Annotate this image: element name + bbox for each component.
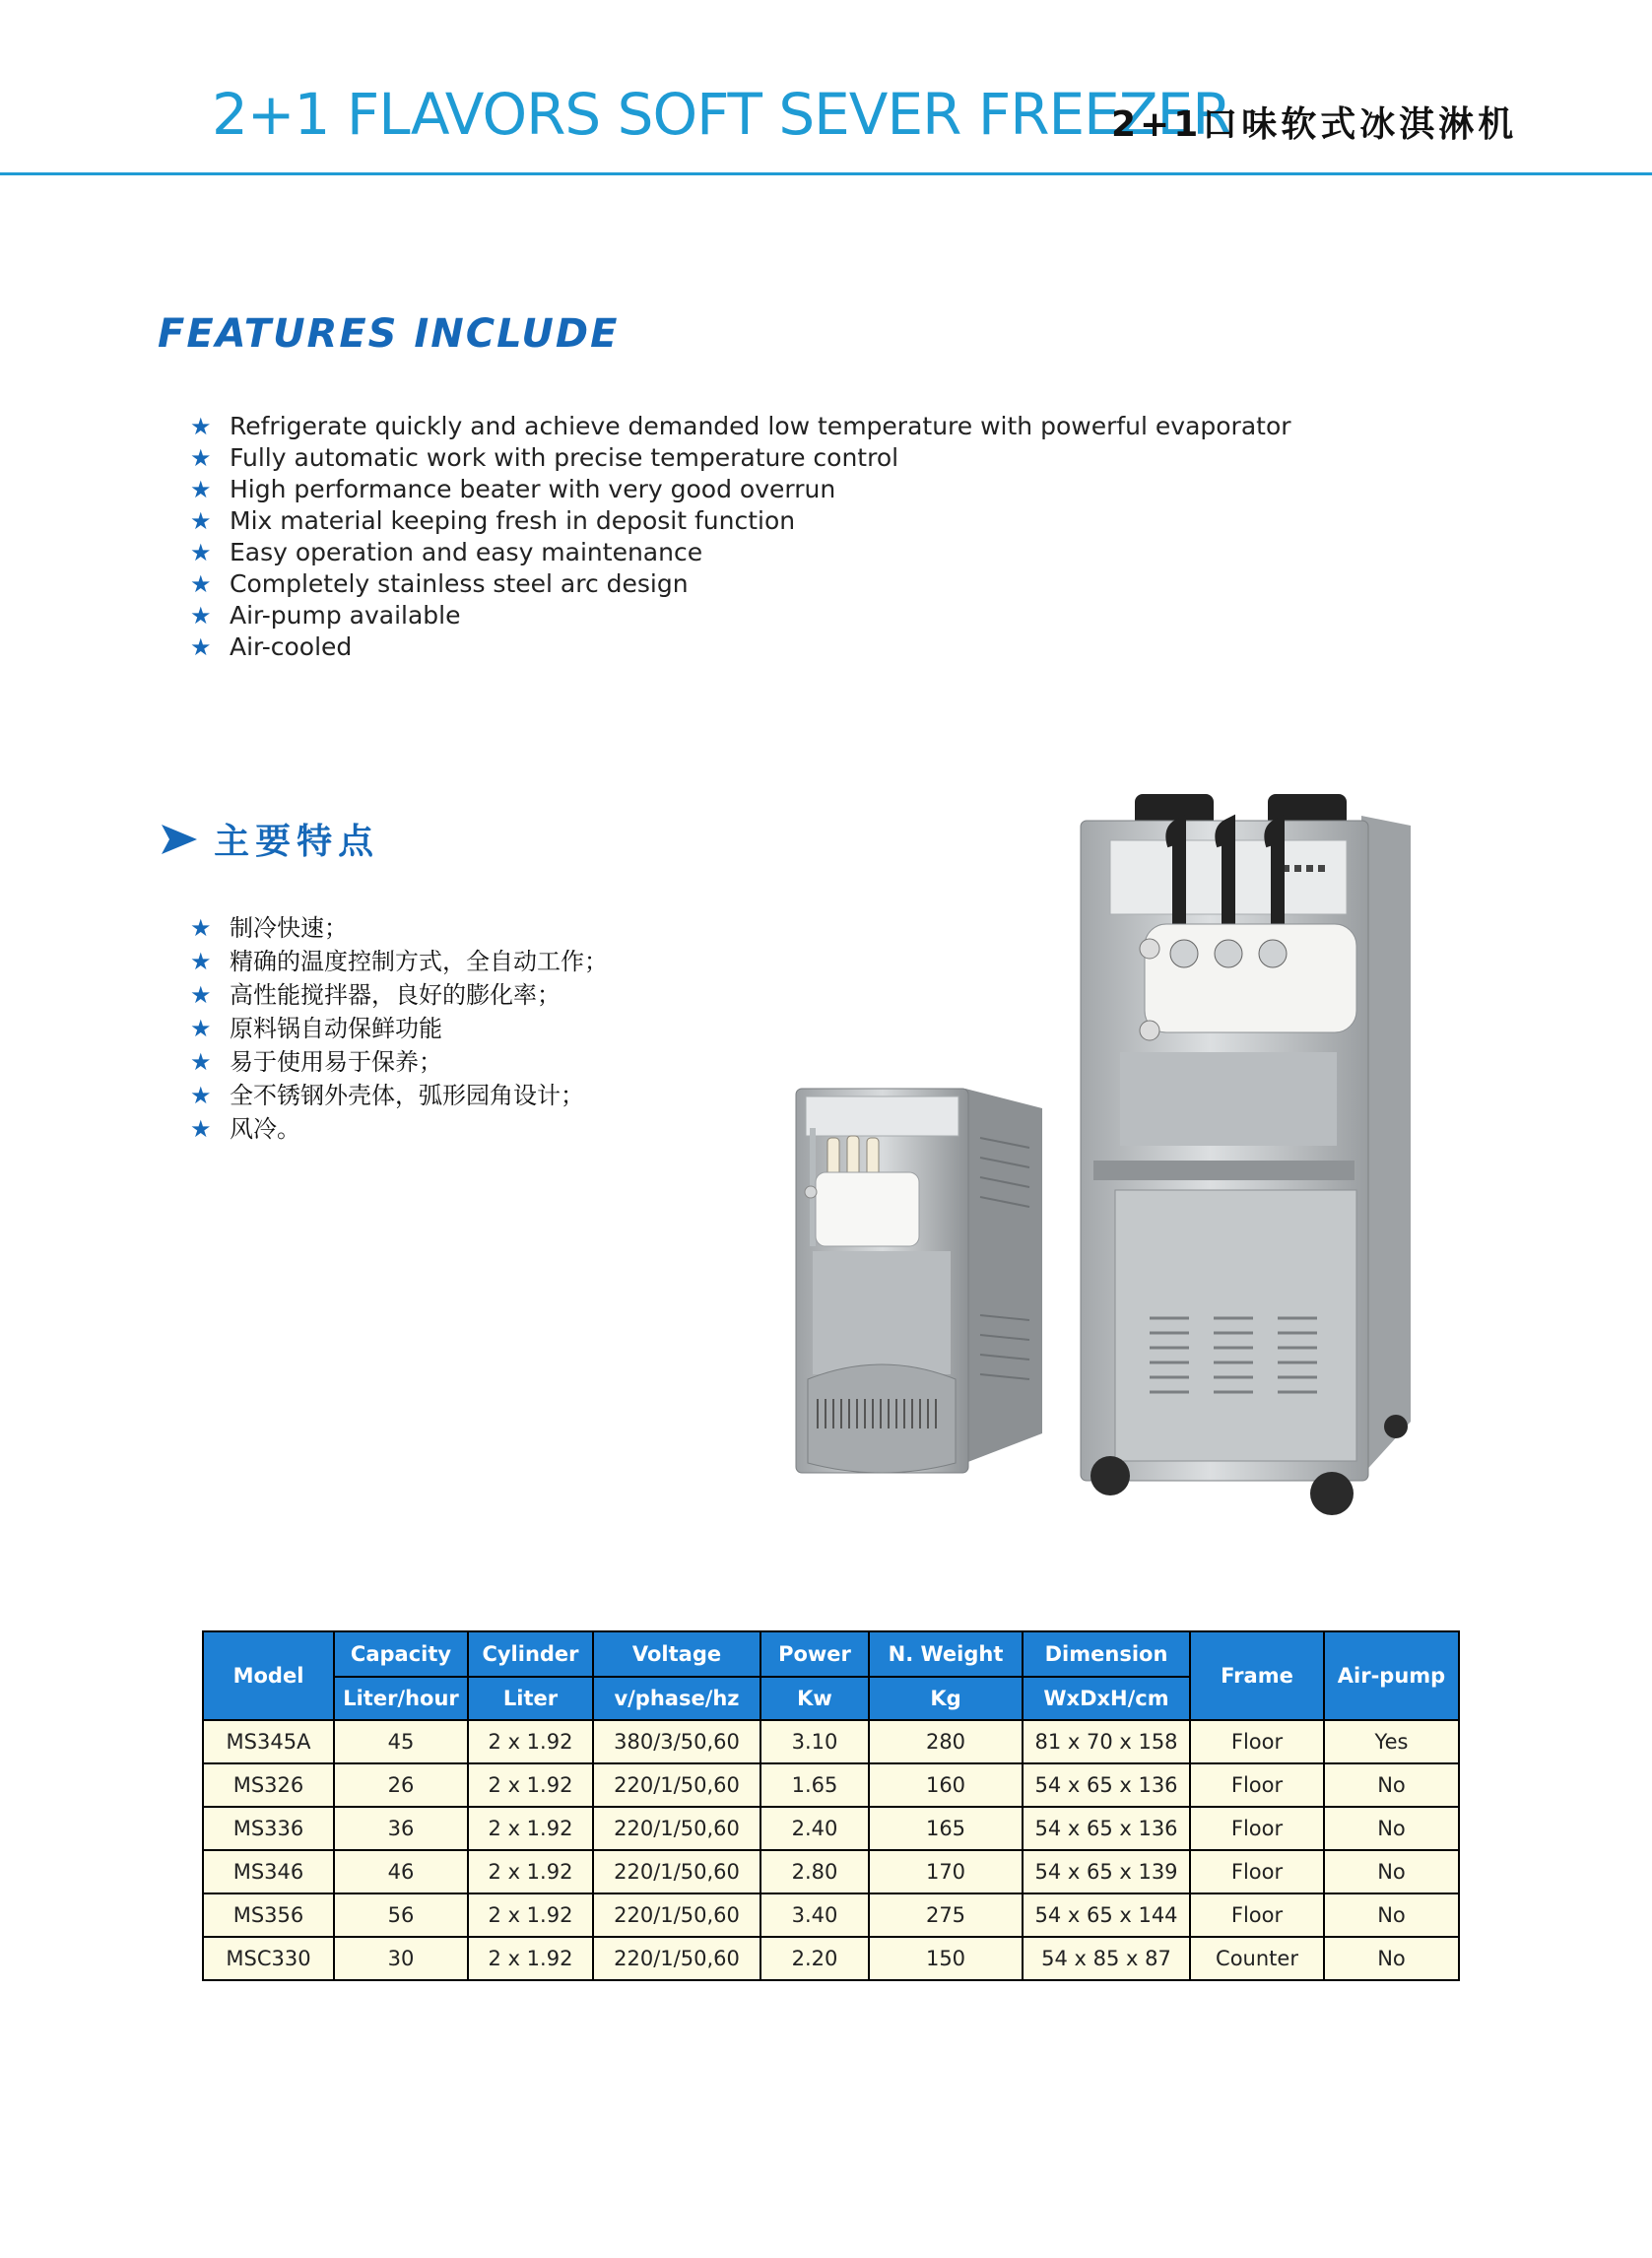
cell-model: MS346 [203, 1850, 334, 1893]
feature-text: Easy operation and easy maintenance [230, 538, 703, 566]
star-icon: ★ [190, 444, 212, 472]
star-icon: ★ [190, 570, 212, 598]
star-icon: ★ [190, 1048, 212, 1076]
header-model: Model [203, 1631, 334, 1720]
cell-airpump: No [1324, 1937, 1459, 1980]
star-icon: ★ [190, 539, 212, 566]
cell-model: MS336 [203, 1807, 334, 1850]
cell-voltage: 220/1/50,60 [593, 1763, 760, 1807]
cell-airpump: Yes [1324, 1720, 1459, 1763]
header-dimension: Dimension [1023, 1631, 1190, 1677]
list-item [190, 537, 1291, 568]
feature-text: Air-pump available [230, 601, 461, 630]
feature-text: 风冷。 [230, 1115, 300, 1143]
cell-power: 2.20 [760, 1937, 869, 1980]
list-item [190, 1012, 608, 1045]
cell-cylinder: 2 x 1.92 [468, 1807, 593, 1850]
cell-frame: Floor [1190, 1893, 1324, 1937]
cell-frame: Floor [1190, 1850, 1324, 1893]
header-weight: N. Weight [869, 1631, 1023, 1677]
feature-text: Air-cooled [230, 632, 353, 661]
cell-power: 2.40 [760, 1807, 869, 1850]
list-item [190, 568, 1291, 600]
cell-power: 3.10 [760, 1720, 869, 1763]
header-voltage: Voltage [593, 1631, 760, 1677]
feature-text: Mix material keeping fresh in deposit function [230, 506, 796, 535]
cell-frame: Floor [1190, 1807, 1324, 1850]
cn-features-heading [160, 814, 379, 863]
header-power-unit: Kw [760, 1677, 869, 1720]
table-row [203, 1893, 1459, 1937]
header-power: Power [760, 1631, 869, 1677]
cell-cylinder: 2 x 1.92 [468, 1850, 593, 1893]
star-icon: ★ [190, 1082, 212, 1109]
header-frame: Frame [1190, 1631, 1324, 1720]
list-item [190, 442, 1291, 474]
floor-machine-image [1076, 786, 1416, 1515]
star-icon: ★ [190, 602, 212, 630]
page-title-cn: 2+1口味软式冰淇淋机 [1111, 104, 1518, 145]
cell-weight: 280 [869, 1720, 1023, 1763]
cell-cylinder: 2 x 1.92 [468, 1937, 593, 1980]
header-weight-unit: Kg [869, 1677, 1023, 1720]
list-item [190, 945, 608, 978]
cell-model: MSC330 [203, 1937, 334, 1980]
cell-dimension: 54 x 85 x 87 [1023, 1937, 1190, 1980]
cell-frame: Floor [1190, 1763, 1324, 1807]
star-icon: ★ [190, 413, 212, 440]
list-item [190, 911, 608, 945]
feature-text: Refrigerate quickly and achieve demanded low temperature with powerful evaporator [230, 412, 1291, 440]
table-row [203, 1807, 1459, 1850]
cell-weight: 275 [869, 1893, 1023, 1937]
cell-dimension: 54 x 65 x 144 [1023, 1893, 1190, 1937]
feature-text: 精确的温度控制方式，全自动工作； [230, 948, 608, 975]
cell-weight: 160 [869, 1763, 1023, 1807]
feature-text: 原料锅自动保鲜功能 [230, 1015, 442, 1042]
list-item [190, 1045, 608, 1079]
cell-model: MS356 [203, 1893, 334, 1937]
cell-voltage: 220/1/50,60 [593, 1893, 760, 1937]
cell-cylinder: 2 x 1.92 [468, 1893, 593, 1937]
cell-airpump: No [1324, 1807, 1459, 1850]
star-icon: ★ [190, 1015, 212, 1042]
features-list-en [190, 411, 1291, 663]
spec-table [202, 1630, 1460, 1981]
cell-airpump: No [1324, 1893, 1459, 1937]
cell-voltage: 380/3/50,60 [593, 1720, 760, 1763]
cell-weight: 150 [869, 1937, 1023, 1980]
star-icon: ★ [190, 633, 212, 661]
feature-text: 高性能搅拌器，良好的膨化率； [230, 981, 561, 1009]
cell-frame: Floor [1190, 1720, 1324, 1763]
star-icon: ★ [190, 476, 212, 503]
cell-voltage: 220/1/50,60 [593, 1807, 760, 1850]
table-row [203, 1720, 1459, 1763]
list-item [190, 411, 1291, 442]
list-item [190, 474, 1291, 505]
cell-capacity: 36 [334, 1807, 468, 1850]
table-row [203, 1937, 1459, 1980]
arrow-right-icon [160, 823, 199, 856]
header-capacity-unit: Liter/hour [334, 1677, 468, 1720]
star-icon: ★ [190, 1115, 212, 1143]
page-title-en: 2+1 FLAVORS SOFT SEVER FREEZER [212, 81, 1231, 148]
cell-dimension: 54 x 65 x 136 [1023, 1807, 1190, 1850]
header-airpump: Air-pump [1324, 1631, 1459, 1720]
cell-frame: Counter [1190, 1937, 1324, 1980]
features-heading: FEATURES INCLUDE [158, 311, 620, 357]
list-item [190, 600, 1291, 631]
cell-voltage: 220/1/50,60 [593, 1937, 760, 1980]
feature-text: 易于使用易于保养； [230, 1048, 442, 1076]
list-item [190, 631, 1291, 663]
cell-weight: 165 [869, 1807, 1023, 1850]
cell-dimension: 54 x 65 x 139 [1023, 1850, 1190, 1893]
cell-capacity: 30 [334, 1937, 468, 1980]
cn-features-title: 主要特点 [214, 822, 380, 862]
features-list-cn [190, 911, 608, 1146]
feature-text: High performance beater with very good overrun [230, 475, 836, 503]
header-capacity: Capacity [334, 1631, 468, 1677]
cell-model: MS326 [203, 1763, 334, 1807]
cell-airpump: No [1324, 1763, 1459, 1807]
feature-text: Fully automatic work with precise temperature control [230, 443, 899, 472]
cell-power: 3.40 [760, 1893, 869, 1937]
cell-cylinder: 2 x 1.92 [468, 1720, 593, 1763]
table-row [203, 1763, 1459, 1807]
cell-capacity: 45 [334, 1720, 468, 1763]
header-voltage-unit: v/phase/hz [593, 1677, 760, 1720]
cell-model: MS345A [203, 1720, 334, 1763]
star-icon: ★ [190, 948, 212, 975]
cell-weight: 170 [869, 1850, 1023, 1893]
header-divider [0, 172, 1652, 175]
counter-machine-image [788, 1069, 1044, 1483]
list-item [190, 1112, 608, 1146]
cell-capacity: 46 [334, 1850, 468, 1893]
header-dimension-unit: WxDxH/cm [1023, 1677, 1190, 1720]
cell-airpump: No [1324, 1850, 1459, 1893]
star-icon: ★ [190, 507, 212, 535]
cell-dimension: 54 x 65 x 136 [1023, 1763, 1190, 1807]
cell-power: 2.80 [760, 1850, 869, 1893]
star-icon: ★ [190, 981, 212, 1009]
feature-text: 全不锈钢外壳体，弧形园角设计； [230, 1082, 584, 1109]
cell-power: 1.65 [760, 1763, 869, 1807]
table-row [203, 1850, 1459, 1893]
feature-text: 制冷快速； [230, 914, 348, 942]
cell-voltage: 220/1/50,60 [593, 1850, 760, 1893]
header-cylinder-unit: Liter [468, 1677, 593, 1720]
list-item [190, 505, 1291, 537]
list-item [190, 978, 608, 1012]
header-cylinder: Cylinder [468, 1631, 593, 1677]
cell-capacity: 26 [334, 1763, 468, 1807]
cell-dimension: 81 x 70 x 158 [1023, 1720, 1190, 1763]
feature-text: Completely stainless steel arc design [230, 569, 689, 598]
cell-cylinder: 2 x 1.92 [468, 1763, 593, 1807]
star-icon: ★ [190, 914, 212, 942]
cell-capacity: 56 [334, 1893, 468, 1937]
list-item [190, 1079, 608, 1112]
